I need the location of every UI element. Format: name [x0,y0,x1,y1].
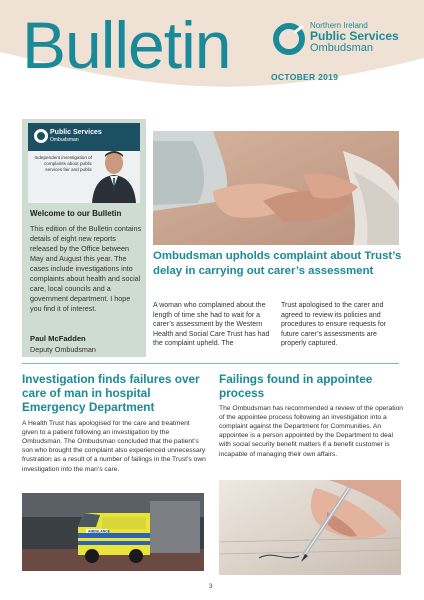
photo-sign-text: Independent investigation of complaints about public services fair and public [34,155,92,173]
right-story-headline: Failings found in appointee process [219,372,373,401]
ambulance-illustration [22,493,204,571]
org-name-line2: Public Services [310,29,399,44]
issue-date: OCTOBER 2019 [271,72,339,82]
photo-sign-subtitle: Ombudsman [50,137,79,143]
org-name-line1: Northern Ireland [310,21,368,30]
left-story-body: A Health Trust has apologised for the care and treatment given to a patient following an investigation by the Ombudsman. The Ombudsman concluded that the patient’s son who brought the complaint also experienced unnecessary frustration as a result of a number of failings in the Trust’s own investigation into the man’s care. [22,420,206,473]
section-divider [22,363,399,364]
main-story-column-1: A woman who complained about the length of time she had to wait for a carer’s assessment by the Western Health and Social Care Trust has had the complaint upheld. The [153,302,270,348]
photo-sign-logo-icon [34,129,48,143]
organisation-name [310,22,399,55]
left-story-headline: Investigation finds failures over care of man in hospital Emergency Department [22,372,200,415]
masthead-title: Bulletin [22,8,231,82]
person-portrait [88,147,140,203]
signature-role: Deputy Ombudsman [30,345,96,354]
sidebar-body-text: This edition of the Bulletin contains details of eight new reports released by the Office between May and August this year. The cases include investigations into complaints about health and social care, local councils and a government department. I hope you find it of interest. [30,224,142,313]
holding-hands-photo [153,131,399,245]
ambulance-photo [22,493,204,571]
signing-pen-photo [219,480,401,575]
sidebar-heading: Welcome to our Bulletin [30,209,122,218]
photo-sign-title: Public Services [50,129,102,136]
main-story-headline: Ombudsman upholds complaint about Trust’s delay in carrying out carer’s assessment [153,250,402,278]
sidebar-panel [22,119,146,357]
signature-name: Paul McFadden [30,334,86,343]
org-name-line3: Ombudsman [310,41,373,54]
main-story-column-2: Trust apologised to the carer and agreed to review its policies and procedures to ensure requests for future carer’s assessments are properly captured. [281,302,387,348]
holding-hands-illustration [153,131,399,245]
ombudsman-logo-icon [272,22,306,56]
ambulance-lettering: AMBULANCE [88,529,110,534]
deputy-ombudsman-photo [28,123,140,203]
right-story-body: The Ombudsman has recommended a review of the operation of the appointee process following an investigation into a complaint against the Department for Communities. An appointee is a person appointed by the Department to deal with social security benefit matters if a benefit customer is incapable of managing their own affairs. [219,405,404,458]
signing-pen-illustration [219,480,401,575]
page-number: 3 [209,584,213,590]
